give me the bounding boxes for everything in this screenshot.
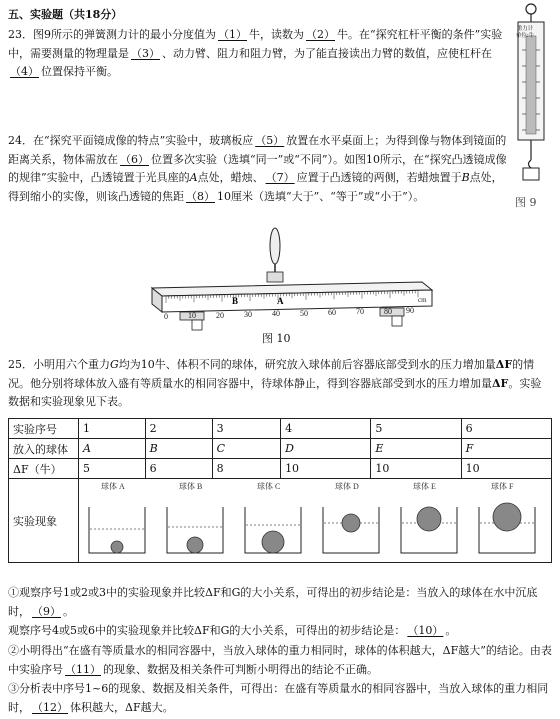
phenomenon-cell: [79, 479, 552, 563]
ball-name: 球体 C: [257, 482, 281, 491]
ball-name: 球体 E: [413, 482, 436, 491]
question-24: 24．在“探究平面镜成像的特点”实验中，玻璃板应 （5） 放置在水平桌面上；为得到像与物体到镜面的距离关系，物体需放在 （6） 位置多次实验（选填“同一”或“不同”）。如图10所示，在“探究凸透镜成像的规律”实验中，凸透镜置于光具座的A点处，蜡烛、 （7） 应置于凸透镜的两侧，若蜡烛置于B点处，得到缩小的实像，则该凸透镜的焦距 （8） 10厘米（选填“大于”、“等于”或“小于”）。: [8, 132, 508, 206]
table-row: ΔF（牛） 5 6 8 10 10 10: [9, 459, 552, 479]
point-b-label: B: [232, 296, 239, 306]
figure-9-caption: 图 9: [515, 196, 537, 209]
tick-label: 40: [272, 309, 280, 318]
row-label-ball: 放入的球体: [9, 439, 79, 459]
tick-label: 70: [356, 307, 364, 316]
tick-label: 50: [300, 309, 308, 318]
ball-name: 球体 D: [335, 482, 359, 491]
unit-label: cm: [418, 296, 427, 304]
blank-8: （8）: [186, 189, 215, 203]
ball-name: 球体 B: [179, 482, 203, 491]
answer-line-1: ①观察序号1或2或3中的实验现象并比较ΔF和G的大小关系，可得出的初步结论是：当放入的球体在水中沉底时， （9） 。: [8, 584, 552, 621]
row-label-phenomenon: 实验现象: [9, 479, 79, 563]
tick-label: 60: [328, 308, 336, 317]
containers-figure: [79, 479, 551, 559]
tick-label: 90: [406, 306, 414, 315]
row-label-serial: 实验序号: [9, 419, 79, 439]
answer-line-4: ③分析表中序号1~6的现象、数据及相关条件，可得出：在盛有等质量水的相同容器中，当放入球体的重力相同时， （12） 体积越大，ΔF越大。: [8, 680, 552, 717]
optical-bench-figure: [140, 222, 440, 334]
question-25: 25．小明用六个重力G均为10牛、体积不同的球体，研究放入球体前后容器底部受到水的压力增加量ΔF的情况。他分别将球体放入盛有等质量水的相同容器中，待球体静止，得到容器底部受到水的压力增加量ΔF。实验数据和实验现象见下表。: [8, 358, 542, 408]
blank-6: （6）: [120, 152, 149, 166]
blank-7: （7）: [265, 171, 295, 184]
ball-name: 球体 A: [101, 482, 125, 491]
figure-10-caption: 图 10: [262, 332, 291, 345]
answer-line-3: ②小明得出“在盛有等质量水的相同容器中，当放入球体的重力相同时，球体的体积越大，ΔF越大”的结论。由表中实验序号 （11） 的现象、数据及相关条件可判断小明得出的结论不正确。: [8, 642, 552, 679]
section-title: 五、实验题（共18分）: [8, 8, 123, 21]
row-label-force: ΔF（牛）: [9, 459, 79, 479]
blank-2: （2）: [306, 28, 335, 41]
experiment-table: [8, 418, 552, 563]
blank-9: （9）: [32, 604, 61, 618]
table-row: 放入的球体 A B C D E F: [9, 439, 552, 459]
answer-line-2: 观察序号4或5或6中的实验现象并比较ΔF和G的大小关系，可得出的初步结论是： （10） 。: [8, 622, 552, 641]
tick-label: 0: [164, 312, 168, 321]
blank-12: （12）: [32, 700, 68, 714]
blank-10: （10）: [407, 624, 444, 637]
spring-scale-unit: 重力计 单位:牛: [515, 26, 535, 39]
point-a-label: A: [277, 296, 284, 306]
blank-1: （1）: [218, 28, 247, 41]
tick-label: 20: [216, 311, 224, 320]
blank-4: （4）: [10, 65, 39, 78]
ball-name: 球体 F: [491, 482, 514, 491]
tick-label: 10: [188, 311, 196, 320]
blank-5: （5）: [255, 134, 285, 147]
table-row: [9, 479, 552, 563]
blank-3: （3）: [131, 46, 160, 60]
tick-label: 80: [384, 307, 392, 316]
tick-label: 30: [244, 310, 252, 319]
table-row: 实验序号 1 2 3 4 5 6: [9, 419, 552, 439]
blank-11: （11）: [65, 662, 101, 676]
question-23: 23．图9所示的弹簧测力计的最小分度值为 （1） 牛，读数为 （2） 牛。在“探究杠杆平衡的条件”实验中，需要测量的物理量是 （3） 、动力臂、阻力和阻力臂，为了能直接读出力臂的数值，应使杠杆在（4） 位置保持平衡。: [8, 26, 508, 82]
